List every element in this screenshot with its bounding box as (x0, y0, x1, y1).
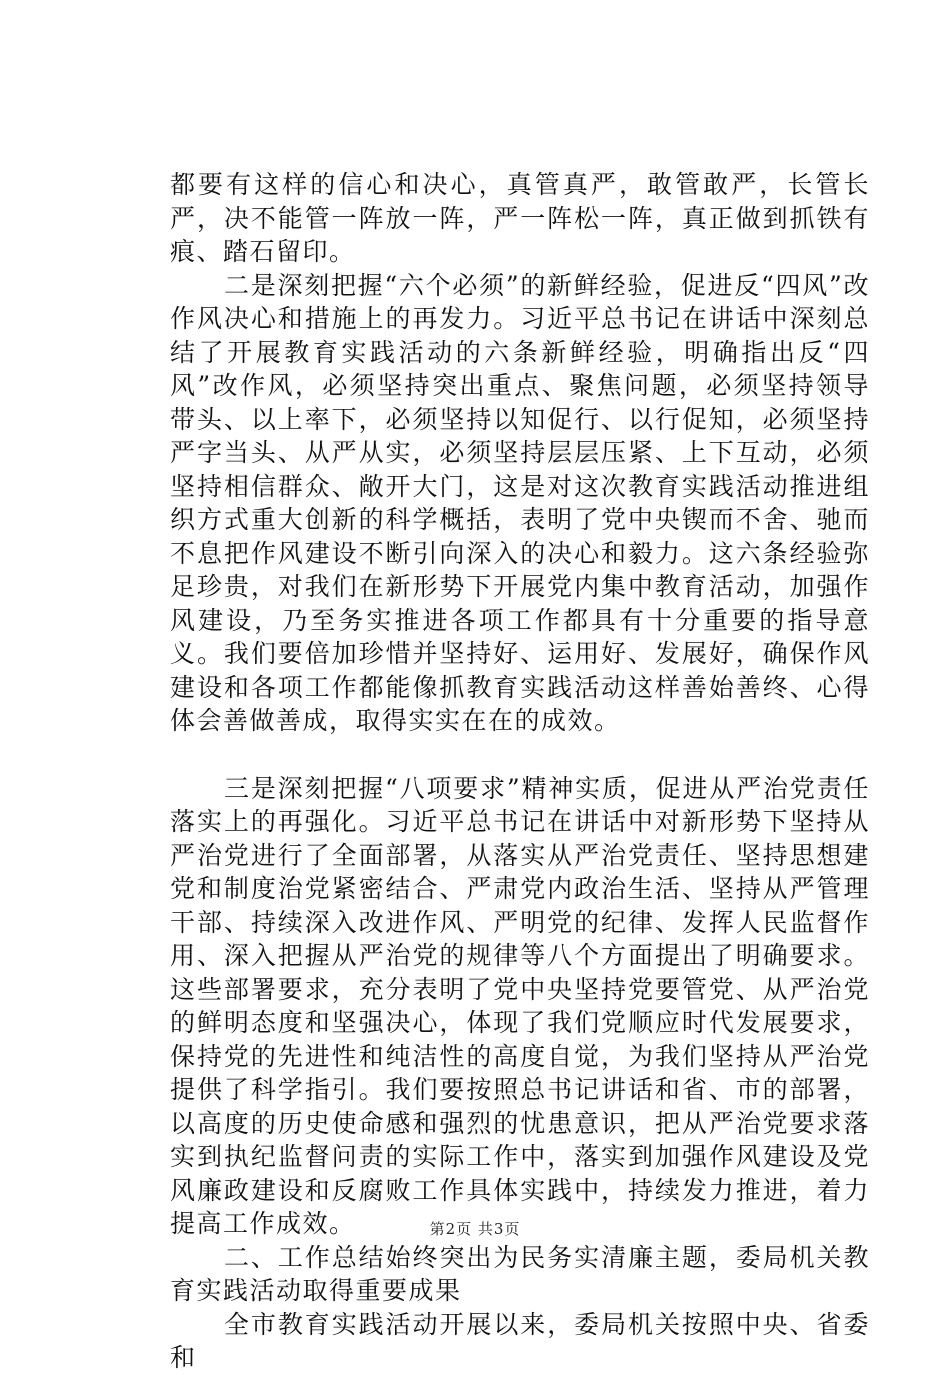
document-body (170, 168, 870, 1375)
section-heading: 二、工作总结始终突出为民务实清廉主题，委局机关教育实践活动取得重要成果 (170, 1242, 870, 1305)
page-number-footer: 第2页 共3页 (429, 1220, 521, 1238)
paragraph-point-three: 三是深刻把握“八项要求”精神实质，促进从严治党责任落实上的再强化。习近平总书记在讲话中对新形势下坚持从严治党进行了全面部署，从落实从严治党责任、坚持思想建党和制度治党紧密结合、严肃党内政治生活、坚持从严管理干部、持续深入改进作风、严明党的纪律、发挥人民监督作用、深入把握从严治党的规律等八个方面提出了明确要求。这些部署要求，充分表明了党中央坚持党要管党、从严治党的鲜明态度和坚强决心，体现了我们党顺应时代发展要求，保持党的先进性和纯洁性的高度自觉，为我们坚持从严治党提供了科学指引。我们要按照总书记讲话和省、市的部署，以高度的历史使命感和强烈的忧患意识，把从严治党要求落实到执纪监督问责的实际工作中，落实到加强作风建设及党风廉政建设和反腐败工作具体实践中，持续发力推进，着力提高工作成效。 (170, 773, 870, 1238)
paragraph-point-two: 二是深刻把握“六个必须”的新鲜经验，促进反“四风”改作风决心和措施上的再发力。习近平总书记在讲话中深刻总结了开展教育实践活动的六条新鲜经验，明确指出反“四风”改作风，必须坚持突出重点、聚焦问题，必须坚持领导带头、以上率下，必须坚持以知促行、以行促知，必须坚持严字当头、从严从实，必须坚持层层压紧、上下互动，必须坚持相信群众、敞开大门，这是对这次教育实践活动推进组织方式重大创新的科学概括，表明了党中央锲而不舍、驰而不息把作风建设不断引向深入的决心和毅力。这六条经验弥足珍贵，对我们在新形势下开展党内集中教育活动，加强作风建设，乃至务实推进各项工作都具有十分重要的指导意义。我们要倍加珍惜并坚持好、运用好、发展好，确保作风建设和各项工作都能像抓教育实践活动这样善始善终、心得体会善做善成，取得实实在在的成效。 (170, 270, 870, 735)
paragraph-section-intro: 全市教育实践活动开展以来，委局机关按照中央、省委和 (170, 1309, 870, 1372)
paragraph-spacer (170, 738, 870, 772)
paragraph-continuation: 都要有这样的信心和决心，真管真严，敢管敢严，长管长严，决不能管一阵放一阵，严一阵松一阵，真正做到抓铁有痕、踏石留印。 (170, 170, 870, 266)
